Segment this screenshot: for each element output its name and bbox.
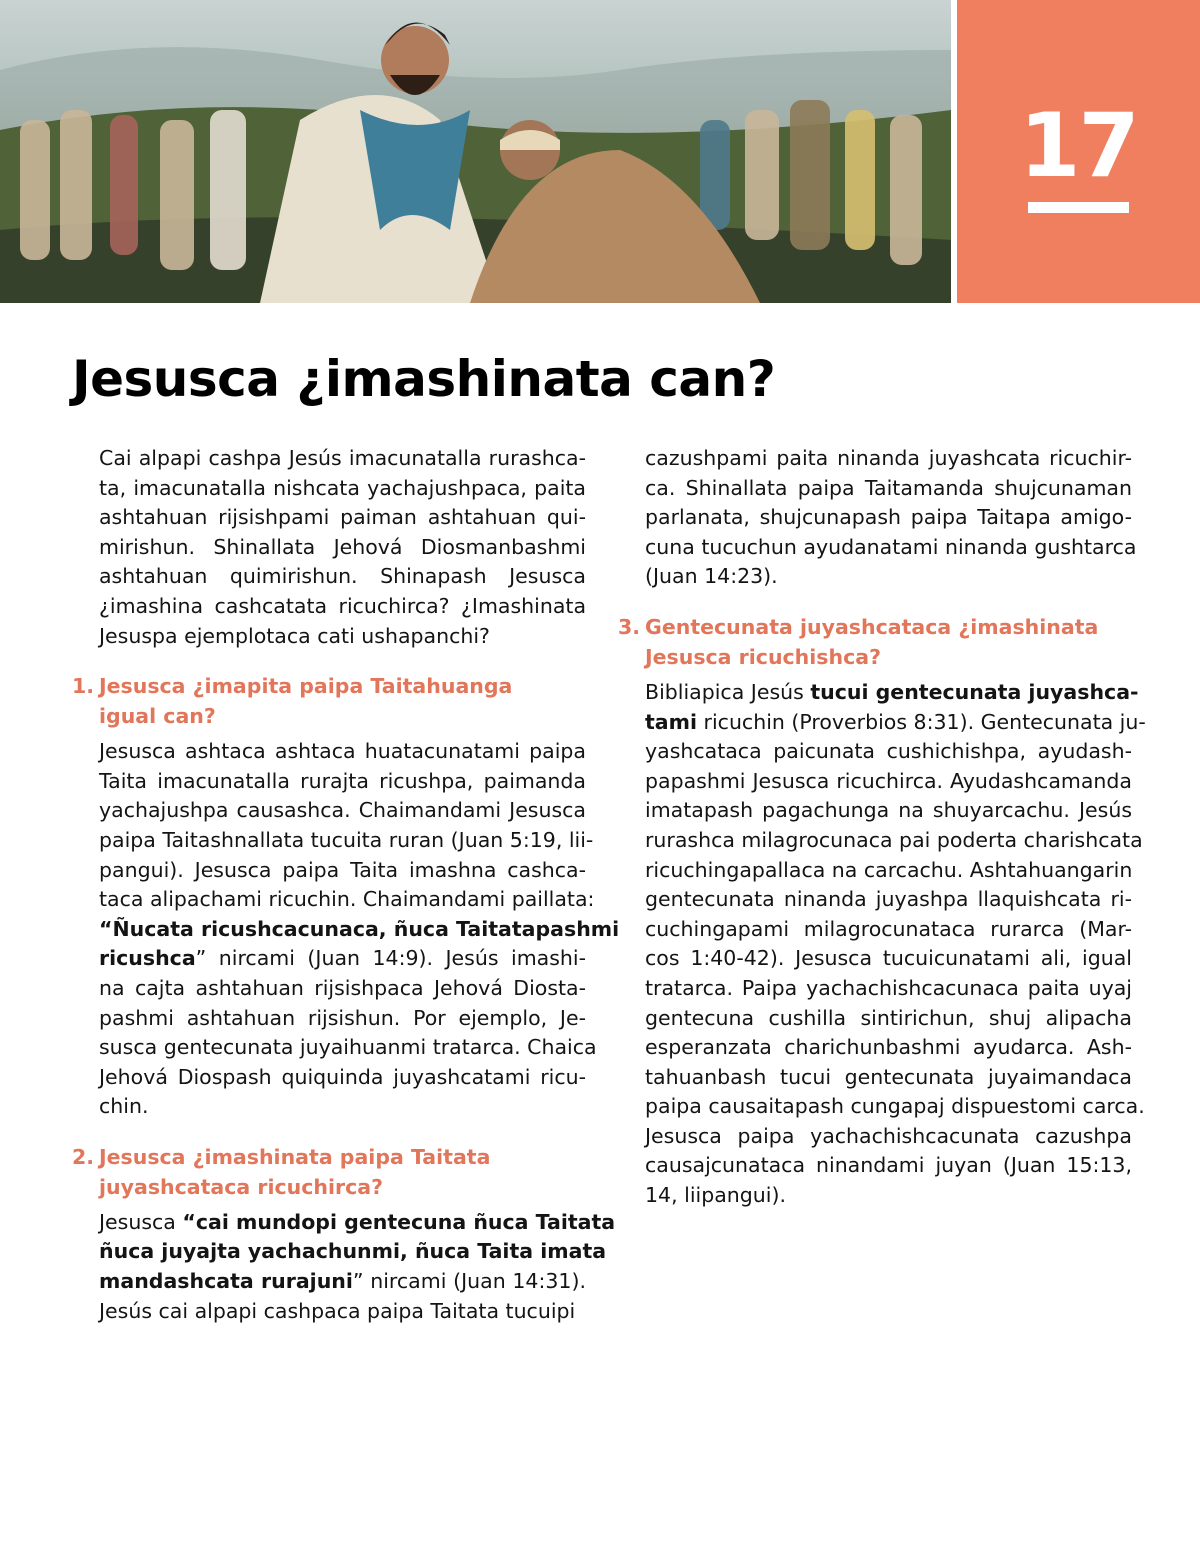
section-heading <box>72 671 586 731</box>
bold-text: mandashcata rurajuni <box>99 1269 353 1294</box>
heading-line: juyashcataca ricuchirca? <box>99 1174 383 1199</box>
bold-text: “Ñucata ricushcacunaca, ñuca Taitatapashmi <box>99 916 620 941</box>
text-line <box>99 592 586 622</box>
text-line <box>645 533 1137 563</box>
text: 14, liipangui). <box>645 1183 786 1208</box>
text: Jesusca paipa yachachishcacunata cazushpa <box>645 1123 1132 1148</box>
text: mirishun. Shinallata Jehová Diosmanbashmi <box>99 534 586 559</box>
text: esperanzata charichunbashmi ayudarca. Ash- <box>645 1035 1132 1060</box>
text: tahuanbash tucui gentecunata juyaimandaca <box>645 1064 1132 1089</box>
text-line <box>645 562 1132 592</box>
text: ricuchin (Proverbios 8:31). Gentecunata ju- <box>697 709 1146 734</box>
text: ca. Shinallata paipa Taitamanda shujcunaman <box>645 475 1132 500</box>
text: Jehová Diospash quiquinda juyashcatami ricu- <box>99 1064 586 1089</box>
heading-line: igual can? <box>99 704 216 729</box>
left-column <box>72 444 620 1346</box>
heading-line: Jesusca ¿imapita paipa Taitahuanga <box>99 674 513 699</box>
text-line <box>645 474 1132 504</box>
text-line <box>99 737 586 767</box>
text: Bibliapica Jesús <box>645 679 811 704</box>
lesson-illustration <box>0 0 951 303</box>
text: rurashca milagrocunaca pai poderta charishcata <box>645 827 1143 852</box>
text-line <box>99 944 586 974</box>
text: Jesuspa ejemplotaca cati ushapanchi? <box>99 623 490 648</box>
text: paipa causaitapash cungapaj dispuestomi carca. <box>645 1094 1145 1119</box>
text: tratarca. Paipa yachachishcacunaca paita uyaj <box>645 975 1132 1000</box>
text: ashtahuan rijsishpami paiman ashtahuan qui- <box>99 505 586 530</box>
text: ashtahuan quimirishun. Shinapash Jesusca <box>99 564 586 589</box>
section-heading <box>618 612 1132 672</box>
text: cuchingapami milagrocunataca rurarca (Mar- <box>645 916 1132 941</box>
text-line <box>99 503 586 533</box>
text-line <box>645 826 1143 856</box>
text-line <box>99 474 586 504</box>
lesson-number: 17 <box>1019 94 1138 197</box>
lesson-number-badge <box>957 0 1200 303</box>
text-line <box>645 767 1132 797</box>
text-line <box>645 708 1146 738</box>
text-line <box>99 562 586 592</box>
text-line <box>645 444 1132 474</box>
text-line <box>645 915 1132 945</box>
text-line <box>645 1122 1132 1152</box>
text-line <box>99 856 586 886</box>
text: (Juan 14:23). <box>645 564 778 589</box>
text-line <box>99 885 595 915</box>
text: yachajushpa causashca. Chaimandami Jesusca <box>99 798 586 823</box>
heading-line: Jesusca ricuchishca? <box>645 644 881 669</box>
text: causajcunataca ninandami juyan (Juan 15:13, <box>645 1153 1132 1178</box>
text: chin. <box>99 1094 149 1119</box>
text: taca alipachami ricuchin. Chaimandami paillata: <box>99 887 595 912</box>
page-title: Jesusca ¿imashinata can? <box>72 350 776 408</box>
text-line <box>99 1063 586 1093</box>
text: paipa Taitashnallata tucuita ruran (Juan 5:19, lii- <box>99 827 594 852</box>
paragraph <box>99 737 620 1122</box>
text-line <box>645 1151 1132 1181</box>
section-number: 3. <box>618 614 641 639</box>
text-line <box>645 1181 1132 1211</box>
text-line <box>645 974 1132 1004</box>
text: pangui). Jesusca paipa Taita imashna cashca- <box>99 857 586 882</box>
text: ricuchingapallaca na carcachu. Ashtahuangarin <box>645 857 1133 882</box>
text: imatapash pagachunga na shuyarcachu. Jesús <box>645 798 1132 823</box>
text: ” nircami (Juan 14:31). <box>352 1269 586 1294</box>
bold-text: ricushca <box>99 946 196 971</box>
text: pashmi ashtahuan rijsishun. Por ejemplo, Je- <box>99 1005 586 1030</box>
text: Taita imacunatalla rurajta ricushpa, paimanda <box>99 768 586 793</box>
text: Jesusca <box>99 1209 183 1234</box>
text-line <box>645 1063 1132 1093</box>
text: papashmi Jesusca ricuchirca. Ayudashcamanda <box>645 768 1132 793</box>
text-line <box>645 737 1132 767</box>
text-line <box>99 974 586 1004</box>
text-line <box>645 1092 1145 1122</box>
text-line <box>645 1033 1132 1063</box>
text-line <box>645 678 1139 708</box>
paragraph <box>645 678 1146 1211</box>
text-line <box>99 1208 616 1238</box>
text-line <box>99 1267 586 1297</box>
heading-line: Gentecunata juyashcataca ¿imashinata <box>645 614 1099 639</box>
illustration-scene <box>0 0 951 303</box>
text-line <box>99 1297 586 1327</box>
text-line <box>99 444 586 474</box>
text: parlanata, shujcunapash paipa Taitapa amigo- <box>645 505 1132 530</box>
paragraph <box>99 444 586 651</box>
text: cuna tucuchun ayudanatami ninanda gushtarca <box>645 534 1137 559</box>
bold-text: tucui gentecunata juyashca- <box>810 679 1139 704</box>
text-line <box>99 622 586 652</box>
text-line <box>99 767 586 797</box>
text-line <box>645 796 1132 826</box>
text-line <box>99 1033 597 1063</box>
text-line <box>645 856 1132 886</box>
bold-text: tami <box>645 709 698 734</box>
text-line <box>645 503 1132 533</box>
text-line <box>99 826 594 856</box>
paragraph <box>99 1208 616 1326</box>
text-line <box>99 533 586 563</box>
heading-line: Jesusca ¿imashinata paipa Taitata <box>99 1144 491 1169</box>
text-line <box>99 915 620 945</box>
bold-text: “cai mundopi gentecuna ñuca Taitata <box>182 1209 616 1234</box>
text: Jesusca ashtaca ashtaca huatacunatami paipa <box>99 739 586 764</box>
paragraph <box>645 444 1137 592</box>
text: na cajta ashtahuan rijsishpaca Jehová Diosta- <box>99 975 586 1000</box>
text: susca gentecunata juyaihuanmi tratarca. Chaica <box>99 1035 597 1060</box>
text-line <box>99 1004 586 1034</box>
section-number: 2. <box>72 1144 95 1169</box>
text: cos 1:40-42). Jesusca tucuicunatami ali, igual <box>645 946 1132 971</box>
lesson-number-underline <box>1028 202 1129 213</box>
bold-text: ñuca juyajta yachachunmi, ñuca Taita imata <box>99 1239 607 1264</box>
text: gentecuna cushilla sintirichun, shuj alipacha <box>645 1005 1132 1030</box>
text-line <box>645 885 1132 915</box>
text: yashcataca paicunata cushichishpa, ayudash- <box>645 739 1132 764</box>
text: Jesús cai alpapi cashpaca paipa Taitata tucuipi <box>99 1298 576 1323</box>
text-line <box>645 944 1132 974</box>
text: cazushpami paita ninanda juyashcata ricuchir- <box>645 446 1132 470</box>
section-heading <box>72 1142 586 1202</box>
text-line <box>99 1092 586 1122</box>
text-line <box>99 1237 607 1267</box>
text: gentecunata ninanda juyashpa llaquishcata ri- <box>645 887 1132 912</box>
text-line <box>99 796 586 826</box>
text: ¿imashina cashcatata ricuchirca? ¿Imashinata <box>99 593 586 618</box>
text: Cai alpapi cashpa Jesús imacunatalla rurashca- <box>99 446 586 470</box>
section-number: 1. <box>72 674 95 699</box>
text: ” nircami (Juan 14:9). Jesús imashi- <box>195 946 586 971</box>
right-column <box>618 444 1146 1231</box>
text: ta, imacunatalla nishcata yachajushpaca, paita <box>99 475 586 500</box>
text-line <box>645 1004 1132 1034</box>
